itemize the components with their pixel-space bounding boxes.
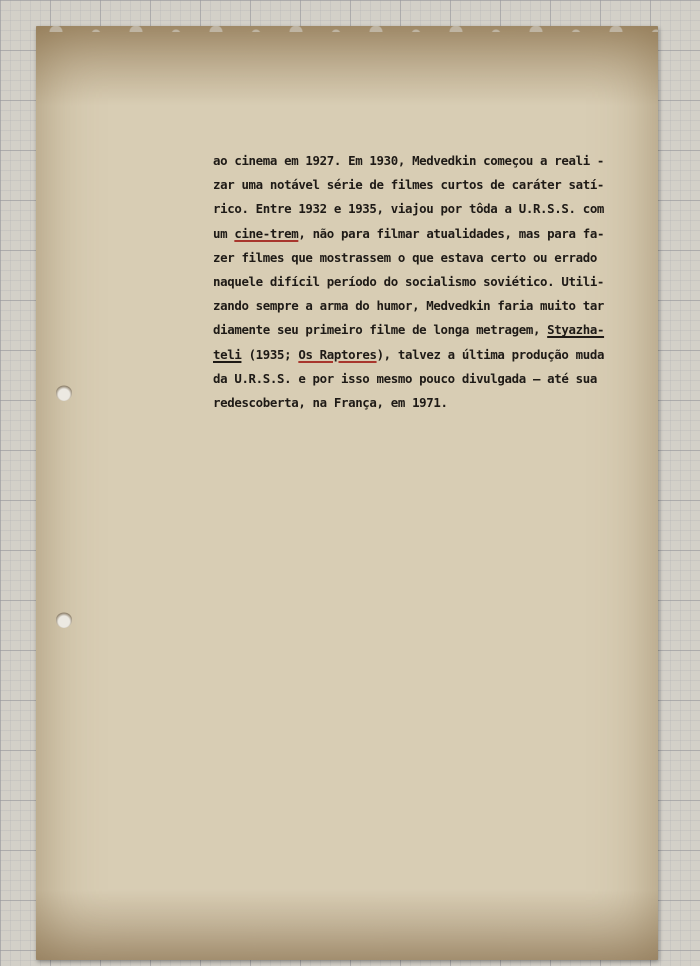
text-segment: diamente seu primeiro filme de longa metragem, bbox=[213, 322, 548, 338]
text-line-7 bbox=[213, 294, 643, 318]
underlined-title-os-raptores: Os Raptores bbox=[298, 346, 377, 362]
text-segment: zar uma notável série de filmes curtos de caráter satí- bbox=[213, 177, 605, 193]
text-segment: ao cinema em 1927. Em 1930, Medvedkin começou a reali - bbox=[213, 153, 605, 168]
punch-hole-top bbox=[56, 385, 72, 401]
text-line-6 bbox=[213, 270, 643, 294]
text-segment: , não para filmar atualidades, mas para fa- bbox=[298, 225, 605, 241]
torn-top-edge bbox=[36, 22, 658, 32]
text-line-8 bbox=[213, 318, 643, 342]
text-segment: zando sempre a arma do humor, Medvedkin faria muito tar bbox=[213, 298, 605, 314]
text-line-3 bbox=[213, 197, 643, 221]
text-segment: naquele difícil período do socialismo soviético. Utili- bbox=[213, 273, 605, 289]
text-line-1 bbox=[213, 149, 643, 173]
text-segment: da U.R.S.S. e por isso mesmo pouco divulgada — até sua bbox=[213, 370, 597, 386]
text-line-4 bbox=[213, 222, 643, 246]
text-segment: (1935; bbox=[241, 346, 299, 362]
underlined-term-cine-trem: cine-trem bbox=[234, 225, 299, 241]
text-segment: rico. Entre 1932 e 1935, viajou por tôda a U.R.S.S. com bbox=[213, 201, 605, 217]
text-segment: um bbox=[213, 225, 235, 241]
punch-hole-bottom bbox=[56, 612, 72, 628]
text-line-2 bbox=[213, 173, 643, 197]
underlined-title-styazha: Styazha- bbox=[547, 322, 605, 338]
text-line-5 bbox=[213, 246, 643, 270]
text-segment: zer filmes que mostrassem o que estava certo ou errado bbox=[213, 249, 597, 265]
text-line-11 bbox=[213, 391, 643, 415]
underlined-title-teli: teli bbox=[213, 346, 242, 362]
text-line-9 bbox=[213, 343, 643, 367]
document-page bbox=[36, 26, 658, 960]
text-segment: redescoberta, na França, em 1971. bbox=[213, 394, 448, 410]
text-line-10 bbox=[213, 367, 643, 391]
typewritten-paragraph bbox=[213, 149, 643, 415]
text-segment: ), talvez a última produção muda bbox=[376, 346, 605, 362]
